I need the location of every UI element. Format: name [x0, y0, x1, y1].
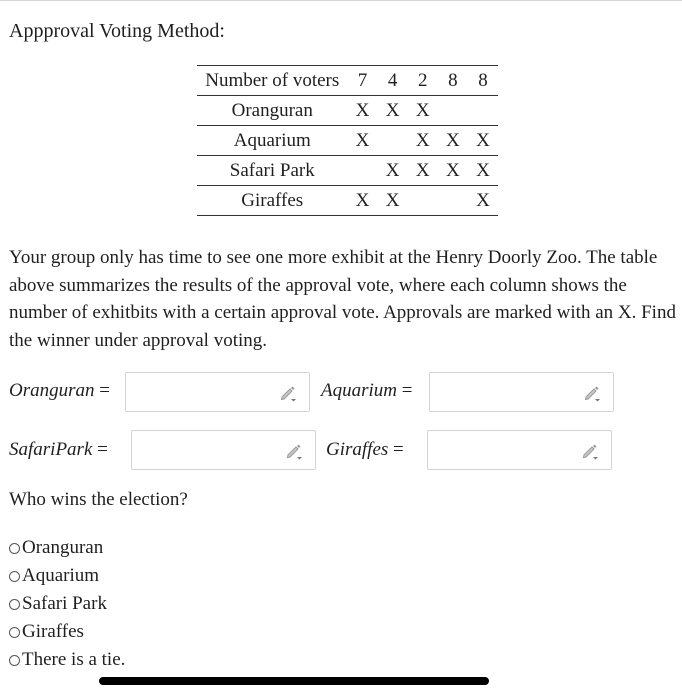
field-label-text: Giraffes — [326, 439, 389, 460]
approval-mark: X — [355, 189, 370, 211]
table-row-oranguran — [197, 96, 498, 126]
equals-sign: = — [393, 439, 404, 460]
pencil-icon[interactable] — [285, 442, 303, 460]
row-label: Aquarium — [233, 129, 311, 151]
aquarium-input-box — [429, 372, 614, 412]
approval-mark: X — [355, 129, 370, 151]
approval-mark — [348, 156, 378, 186]
top-divider — [0, 0, 682, 1]
pencil-icon[interactable] — [583, 384, 601, 402]
row-label: Safari Park — [229, 159, 315, 181]
option-giraffes[interactable] — [9, 621, 84, 643]
safari-park-field-label — [9, 439, 108, 461]
option-tie[interactable] — [9, 649, 125, 671]
equals-sign: = — [99, 380, 110, 401]
option-label: Giraffes — [22, 621, 84, 642]
approval-mark: X — [415, 99, 430, 121]
radio-circle-icon[interactable] — [9, 655, 20, 666]
equals-sign: = — [401, 380, 413, 401]
approval-mark: X — [385, 159, 400, 181]
giraffes-field-label — [326, 439, 404, 461]
equals-sign: = — [97, 439, 108, 460]
problem-description: Your group only has time to see one more exhibit at the Henry Doorly Zoo. The table above summarizes the results of the approval vote, where each column shows the number of exhitbits with a certain approval vote. Approvals are marked with an X. Find the winner under approval voting. — [9, 247, 676, 351]
approval-mark: X — [476, 159, 490, 181]
approval-mark — [468, 96, 498, 126]
table-row-safari-park — [197, 156, 498, 186]
approval-mark: X — [445, 159, 460, 181]
oranguran-input-box — [125, 372, 310, 412]
approval-mark: X — [415, 159, 430, 181]
field-label-text: SafariPark — [9, 439, 93, 460]
approval-mark: X — [385, 189, 400, 211]
option-label: There is a tie. — [22, 649, 126, 670]
page-heading: Appproval Voting Method: — [9, 20, 225, 42]
approval-mark: X — [476, 189, 490, 211]
option-safari-park[interactable] — [9, 593, 107, 615]
radio-circle-icon[interactable] — [9, 627, 20, 638]
voter-count: 2 — [417, 69, 428, 91]
field-label-text: Aquarium — [321, 380, 397, 401]
voter-count: 4 — [387, 69, 398, 91]
safari-park-input-box — [131, 430, 316, 470]
approval-mark — [438, 186, 468, 216]
approval-mark: X — [355, 99, 370, 121]
pencil-icon[interactable] — [581, 442, 599, 460]
giraffes-input-box — [427, 430, 612, 470]
voter-count: 8 — [448, 69, 458, 91]
table-row-aquarium — [197, 126, 498, 156]
approval-mark — [378, 126, 408, 156]
option-label: Safari Park — [22, 593, 107, 614]
approval-vote-table — [197, 65, 498, 216]
election-question: Who wins the election? — [9, 489, 188, 510]
radio-circle-icon[interactable] — [9, 571, 20, 582]
voter-count: 7 — [357, 69, 368, 91]
voter-count: 8 — [478, 69, 488, 91]
row-label: Oranguran — [231, 99, 313, 121]
approval-mark: X — [445, 129, 460, 151]
row-label: Giraffes — [241, 189, 304, 211]
table-header-row — [197, 66, 498, 96]
option-label: Aquarium — [22, 565, 100, 586]
radio-circle-icon[interactable] — [9, 599, 20, 610]
approval-mark: X — [476, 129, 490, 151]
field-label-text: Oranguran — [9, 380, 95, 401]
aquarium-field-label — [321, 380, 412, 402]
option-aquarium[interactable] — [9, 565, 99, 587]
radio-circle-icon[interactable] — [9, 543, 20, 554]
home-indicator[interactable] — [99, 677, 489, 685]
option-oranguran[interactable] — [9, 537, 103, 559]
approval-mark — [408, 186, 438, 216]
approval-mark: X — [415, 129, 430, 151]
approval-mark — [438, 96, 468, 126]
option-label: Oranguran — [22, 537, 104, 558]
approval-mark: X — [385, 99, 400, 121]
oranguran-field-label — [9, 380, 110, 402]
table-header-label: Number of voters — [205, 69, 340, 91]
table-row-giraffes — [197, 186, 498, 216]
pencil-icon[interactable] — [279, 384, 297, 402]
